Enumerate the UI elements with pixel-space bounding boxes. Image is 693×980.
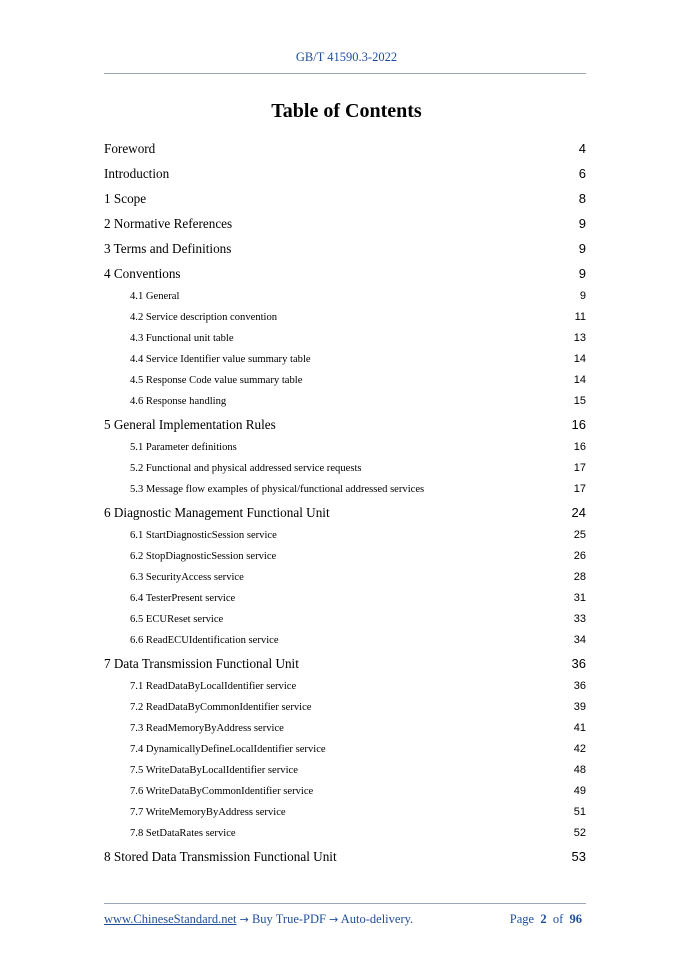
toc-subsection-entry[interactable] [104,437,586,458]
toc-leader-dots [232,240,577,253]
toc-leader-dots [233,215,578,228]
toc-entry-page: 9 [578,216,586,231]
toc-entry-page: 36 [573,680,586,692]
toc-entry-title: 7 Data Transmission Functional Unit [104,656,299,671]
toc-leader-dots [278,527,573,538]
toc-leader-dots [238,439,573,450]
toc-entry-title: 3 Terms and Definitions [104,241,232,256]
page-of-label: of [552,912,564,926]
toc-section-entry[interactable] [104,500,586,525]
toc-section-entry[interactable] [104,651,586,676]
toc-leader-dots [280,632,573,643]
toc-entry-page: 33 [573,613,586,625]
toc-subsection-entry[interactable] [104,328,586,349]
toc-entry-page: 13 [573,332,586,344]
toc-entry-title: 7.2 ReadDataByCommonIdentifier service [130,702,312,713]
toc-entry-page: 26 [573,550,586,562]
toc-entry-title: 7.5 WriteDataByLocalIdentifier service [130,765,298,776]
toc-leader-dots [236,590,572,601]
toc-entry-page: 25 [573,529,586,541]
toc-entry-title: 5.2 Functional and physical addressed service requests [130,463,362,474]
toc-entry-page: 51 [573,806,586,818]
toc-leader-dots [297,678,573,689]
toc-entry-page: 48 [573,764,586,776]
toc-leader-dots [224,611,572,622]
toc-entry-page: 6 [578,166,586,181]
toc-entry-title: 4 Conventions [104,266,181,281]
toc-section-entry[interactable] [104,136,586,161]
page-title: Table of Contents [271,100,422,122]
toc-subsection-entry[interactable] [104,676,586,697]
toc-subsection-entry[interactable] [104,458,586,479]
toc-subsection-entry[interactable] [104,823,586,844]
toc-subsection-entry[interactable] [104,760,586,781]
arrow-right-icon: → [239,913,249,926]
toc-section-entry[interactable] [104,236,586,261]
toc-subsection-entry[interactable] [104,567,586,588]
toc-subsection-entry[interactable] [104,525,586,546]
toc-leader-dots [299,762,573,773]
toc-entry-page: 9 [578,241,586,256]
toc-entry-title: 7.4 DynamicallyDefineLocalIdentifier service [130,744,326,755]
toc-leader-dots [277,548,573,559]
footer-divider [104,903,586,904]
toc-entry-page: 9 [578,266,586,281]
toc-subsection-entry[interactable] [104,391,586,412]
toc-entry-title: 1 Scope [104,191,147,206]
toc-leader-dots [363,460,573,471]
page-indicator [510,912,582,927]
toc-entry-title: 5.3 Message flow examples of physical/functional addressed services [130,484,425,495]
toc-leader-dots [170,165,578,178]
toc-subsection-entry[interactable] [104,739,586,760]
toc-entry-page: 11 [574,311,586,323]
toc-section-entry[interactable] [104,261,586,286]
toc-entry-title: 4.3 Functional unit table [130,333,234,344]
toc-subsection-entry[interactable] [104,286,586,307]
toc-entry-page: 17 [573,483,586,495]
toc-entry-page: 9 [579,290,586,302]
toc-entry-page: 17 [573,462,586,474]
toc-subsection-entry[interactable] [104,781,586,802]
toc-entry-page: 49 [573,785,586,797]
toc-entry-page: 39 [573,701,586,713]
toc-subsection-entry[interactable] [104,588,586,609]
toc-entry-page: 8 [578,191,586,206]
toc-leader-dots [303,372,572,383]
toc-entry-title: 4.4 Service Identifier value summary table [130,354,311,365]
toc-entry-title: 7.1 ReadDataByLocalIdentifier service [130,681,297,692]
toc-section-entry[interactable] [104,211,586,236]
toc-entry-title: 7.7 WriteMemoryByAddress service [130,807,286,818]
toc-leader-dots [327,741,573,752]
toc-entry-title: 5.1 Parameter definitions [130,442,237,453]
toc-subsection-entry[interactable] [104,546,586,567]
table-of-contents [104,136,586,869]
toc-subsection-entry[interactable] [104,349,586,370]
chinesestandard-link[interactable]: www.ChineseStandard.net [104,912,237,926]
toc-section-entry[interactable] [104,161,586,186]
toc-subsection-entry[interactable] [104,802,586,823]
toc-leader-dots [235,330,573,341]
toc-entry-page: 31 [573,592,586,604]
toc-entry-page: 41 [573,722,586,734]
toc-entry-title: Foreword [104,141,156,156]
toc-leader-dots [287,804,573,815]
toc-leader-dots [278,309,573,320]
buy-text: Buy True-PDF [251,912,326,926]
toc-leader-dots [285,720,573,731]
toc-entry-title: 6 Diagnostic Management Functional Unit [104,505,330,520]
toc-entry-title: 7.8 SetDataRates service [130,828,236,839]
toc-leader-dots [300,655,571,668]
toc-entry-title: 4.2 Service description convention [130,312,278,323]
toc-leader-dots [147,190,578,203]
toc-entry-page: 42 [573,743,586,755]
toc-entry-page: 14 [573,353,586,365]
toc-leader-dots [245,569,573,580]
toc-entry-title: 6.6 ReadECUIdentification service [130,635,279,646]
toc-section-entry[interactable] [104,186,586,211]
toc-leader-dots [314,783,573,794]
toc-entry-page: 14 [573,374,586,386]
toc-entry-title: 2 Normative References [104,216,233,231]
toc-section-entry[interactable] [104,412,586,437]
arrow-right-icon: → [329,913,339,926]
toc-leader-dots [182,265,578,278]
toc-leader-dots [227,393,573,404]
toc-leader-dots [277,416,571,429]
document-id: GB/T 41590.3-2022 [295,50,398,64]
toc-leader-dots [180,288,578,299]
toc-section-entry[interactable] [104,844,586,869]
toc-entry-page: 34 [573,634,586,646]
toc-subsection-entry[interactable] [104,307,586,328]
toc-entry-page: 16 [571,417,586,432]
toc-entry-title: 4.5 Response Code value summary table [130,375,303,386]
toc-subsection-entry[interactable] [104,630,586,651]
toc-entry-page: 16 [573,441,586,453]
toc-entry-page: 36 [571,656,586,671]
footer-promo [104,912,413,927]
page-total: 96 [569,912,582,926]
toc-entry-title: 8 Stored Data Transmission Functional Unit [104,849,337,864]
document-header [0,50,693,65]
toc-entry-page: 53 [571,849,586,864]
toc-entry-title: 6.4 TesterPresent service [130,593,236,604]
toc-entry-title: 7.6 WriteDataByCommonIdentifier service [130,786,314,797]
toc-leader-dots [237,825,573,836]
toc-leader-dots [338,848,571,861]
toc-entry-title: 4.6 Response handling [130,396,227,407]
page-current: 2 [540,912,547,926]
toc-entry-page: 28 [573,571,586,583]
page-label: Page [509,912,535,926]
toc-subsection-entry[interactable] [104,718,586,739]
toc-subsection-entry[interactable] [104,370,586,391]
toc-leader-dots [425,481,573,492]
toc-entry-title: 6.2 StopDiagnosticSession service [130,551,277,562]
toc-entry-page: 24 [571,505,586,520]
toc-entry-title: 4.1 General [130,291,180,302]
toc-leader-dots [156,140,577,153]
toc-entry-page: 4 [578,141,586,156]
toc-entry-title: 5 General Implementation Rules [104,417,276,432]
toc-entry-page: 52 [573,827,586,839]
toc-subsection-entry[interactable] [104,479,586,500]
delivery-text: Auto-delivery. [340,912,414,926]
toc-entry-title: 6.5 ECUReset service [130,614,224,625]
document-footer [104,912,586,927]
header-divider [104,73,586,74]
toc-subsection-entry[interactable] [104,697,586,718]
toc-subsection-entry[interactable] [104,609,586,630]
toc-leader-dots [331,504,571,517]
toc-entry-title: 7.3 ReadMemoryByAddress service [130,723,284,734]
toc-leader-dots [312,351,573,362]
toc-entry-title: 6.3 SecurityAccess service [130,572,244,583]
toc-entry-title: 6.1 StartDiagnosticSession service [130,530,277,541]
toc-leader-dots [313,699,573,710]
toc-entry-title: Introduction [104,166,170,181]
toc-entry-page: 15 [573,395,586,407]
